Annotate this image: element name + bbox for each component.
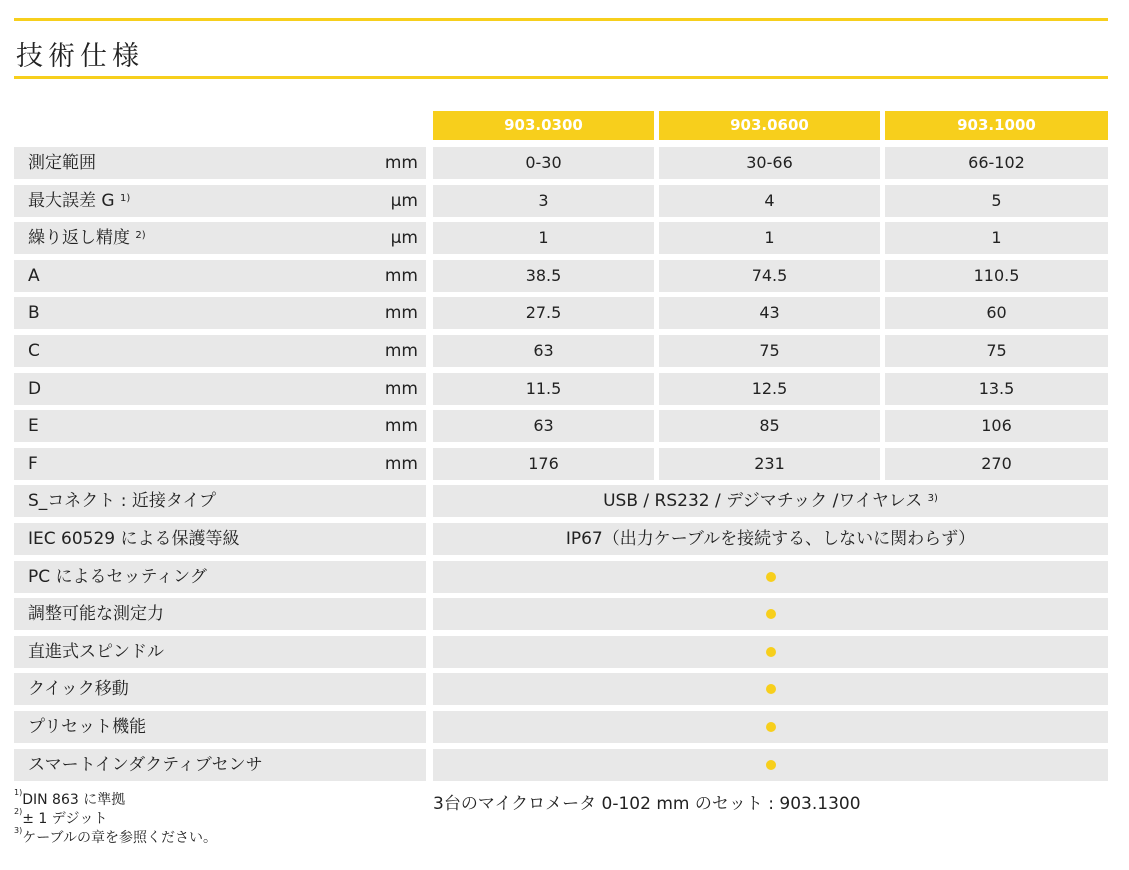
feature-value-cell xyxy=(433,598,1108,630)
row-label-text: F xyxy=(28,454,38,474)
footnote-text: ケーブルの章を参照ください。 xyxy=(22,830,217,846)
row-unit: μm xyxy=(390,228,418,248)
value-cell: 1 xyxy=(885,222,1108,254)
row-unit: mm xyxy=(384,341,418,361)
table-row xyxy=(14,185,1108,217)
footnote-mark: 3) xyxy=(14,826,23,835)
value-cell: 75 xyxy=(659,335,880,367)
row-label-text: 繰り返し精度 xyxy=(28,228,130,248)
row-label-text: B xyxy=(28,303,40,323)
set-note: 3台のマイクロメータ 0-102 mm のセット : 903.1300 xyxy=(433,794,861,814)
spanned-value-cell xyxy=(433,523,1108,555)
row-label xyxy=(28,448,38,480)
row-label xyxy=(28,260,40,292)
row-label-text: PC によるセッティング xyxy=(28,567,207,587)
table-row xyxy=(14,598,1108,630)
row-label xyxy=(28,561,207,593)
row-label xyxy=(28,711,146,743)
page-title: 技術仕様 xyxy=(16,41,144,72)
yellow-dot-icon xyxy=(766,647,776,657)
table-row xyxy=(14,523,1108,555)
value-cell: 30-66 xyxy=(659,147,880,179)
header-model-1: 903.0300 xyxy=(433,111,654,140)
table-row xyxy=(14,147,1108,179)
row-label-cell xyxy=(14,335,426,367)
row-label xyxy=(28,335,40,367)
row-label-text: 測定範囲 xyxy=(28,153,96,173)
footnote-2 xyxy=(14,808,107,828)
value-cell: 106 xyxy=(885,410,1108,442)
row-label-cell xyxy=(14,636,426,668)
value-cell: 63 xyxy=(433,335,654,367)
footnote-ref: 1) xyxy=(119,193,131,204)
row-label-text: プリセット機能 xyxy=(28,717,147,737)
row-label-cell xyxy=(14,561,426,593)
table-row xyxy=(14,335,1108,367)
row-label-text: E xyxy=(28,416,39,436)
row-label-text: IEC 60529 による保護等級 xyxy=(28,529,240,549)
value-cell: 1 xyxy=(433,222,654,254)
row-label-text: S_コネクト : 近接タイプ xyxy=(28,491,216,511)
row-label-text: A xyxy=(28,266,40,286)
footnote-text: ± 1 デジット xyxy=(22,811,108,827)
row-label-cell xyxy=(14,711,426,743)
header-model-3: 903.1000 xyxy=(885,111,1108,140)
row-unit: mm xyxy=(384,153,418,173)
table-row xyxy=(14,410,1108,442)
value-cell: 13.5 xyxy=(885,373,1108,405)
yellow-dot-icon xyxy=(766,684,776,694)
row-label xyxy=(28,297,40,329)
row-unit: mm xyxy=(384,379,418,399)
row-label xyxy=(28,147,96,179)
row-label xyxy=(28,373,41,405)
footnote-1 xyxy=(14,789,125,809)
row-label-cell xyxy=(14,373,426,405)
row-label-cell xyxy=(14,673,426,705)
row-label xyxy=(28,598,164,630)
footnote-3 xyxy=(14,827,217,847)
row-label xyxy=(28,222,146,254)
row-label-cell xyxy=(14,260,426,292)
yellow-dot-icon xyxy=(766,760,776,770)
row-label-text: D xyxy=(28,379,42,399)
value-cell: 4 xyxy=(659,185,880,217)
table-row xyxy=(14,561,1108,593)
row-unit: mm xyxy=(384,266,418,286)
row-label xyxy=(28,523,240,555)
footnote-ref: 2) xyxy=(135,230,146,241)
value-cell: 66-102 xyxy=(885,147,1108,179)
table-row xyxy=(14,448,1108,480)
feature-value-cell xyxy=(433,749,1108,781)
row-label-text: 最大誤差 G xyxy=(28,191,115,211)
spanned-value-text: IP67（出力ケーブルを接続する、しないに関わらず） xyxy=(565,529,976,549)
row-label-cell xyxy=(14,222,426,254)
yellow-dot-icon xyxy=(766,572,776,582)
row-unit: mm xyxy=(384,303,418,323)
feature-value-cell xyxy=(433,636,1108,668)
value-cell: 11.5 xyxy=(433,373,654,405)
value-cell: 110.5 xyxy=(885,260,1108,292)
table-row xyxy=(14,673,1108,705)
value-cell: 3 xyxy=(433,185,654,217)
value-cell: 43 xyxy=(659,297,880,329)
row-label-cell xyxy=(14,410,426,442)
top-rule xyxy=(14,18,1108,21)
value-cell: 27.5 xyxy=(433,297,654,329)
spanned-value-cell xyxy=(433,485,1108,517)
value-cell: 85 xyxy=(659,410,880,442)
header-model-2: 903.0600 xyxy=(659,111,880,140)
table-row xyxy=(14,260,1108,292)
value-cell: 60 xyxy=(885,297,1108,329)
feature-value-cell xyxy=(433,561,1108,593)
value-cell: 38.5 xyxy=(433,260,654,292)
title-rule xyxy=(14,76,1108,79)
row-label-text: 調整可能な測定力 xyxy=(28,604,164,624)
row-label-cell xyxy=(14,523,426,555)
feature-value-cell xyxy=(433,711,1108,743)
footnote-text: DIN 863 に準拠 xyxy=(22,792,126,808)
yellow-dot-icon xyxy=(766,609,776,619)
row-label-cell xyxy=(14,185,426,217)
value-cell: 270 xyxy=(885,448,1108,480)
value-cell: 176 xyxy=(433,448,654,480)
row-label-cell xyxy=(14,485,426,517)
row-label-cell xyxy=(14,598,426,630)
value-cell: 0-30 xyxy=(433,147,654,179)
row-label xyxy=(28,636,164,668)
value-cell: 74.5 xyxy=(659,260,880,292)
row-label xyxy=(28,185,130,217)
row-unit: μm xyxy=(390,191,418,211)
table-row xyxy=(14,297,1108,329)
value-cell: 12.5 xyxy=(659,373,880,405)
table-row xyxy=(14,222,1108,254)
value-cell: 75 xyxy=(885,335,1108,367)
row-label-text: 直進式スピンドル xyxy=(28,642,164,662)
row-label xyxy=(28,485,216,517)
feature-value-cell xyxy=(433,673,1108,705)
table-row xyxy=(14,373,1108,405)
value-cell: 5 xyxy=(885,185,1108,217)
row-label-text: クイック移動 xyxy=(28,679,129,699)
row-label xyxy=(28,673,129,705)
row-unit: mm xyxy=(384,454,418,474)
table-row xyxy=(14,485,1108,517)
value-cell: 1 xyxy=(659,222,880,254)
row-label-text: C xyxy=(28,341,40,361)
footnote-ref: 3) xyxy=(927,493,938,504)
row-label-cell xyxy=(14,749,426,781)
row-label-text: スマートインダクティブセンサ xyxy=(28,755,263,775)
yellow-dot-icon xyxy=(766,722,776,732)
table-row xyxy=(14,749,1108,781)
row-label-cell xyxy=(14,448,426,480)
value-cell: 231 xyxy=(659,448,880,480)
row-label xyxy=(28,410,39,442)
value-cell: 63 xyxy=(433,410,654,442)
table-row xyxy=(14,711,1108,743)
row-label-cell xyxy=(14,147,426,179)
footnote-mark: 2) xyxy=(14,807,23,816)
footnote-mark: 1) xyxy=(14,788,23,797)
row-label-cell xyxy=(14,297,426,329)
row-unit: mm xyxy=(384,416,418,436)
table-row xyxy=(14,636,1108,668)
spanned-value-text: USB / RS232 / デジマチック /ワイヤレス xyxy=(603,491,923,511)
row-label xyxy=(28,749,263,781)
